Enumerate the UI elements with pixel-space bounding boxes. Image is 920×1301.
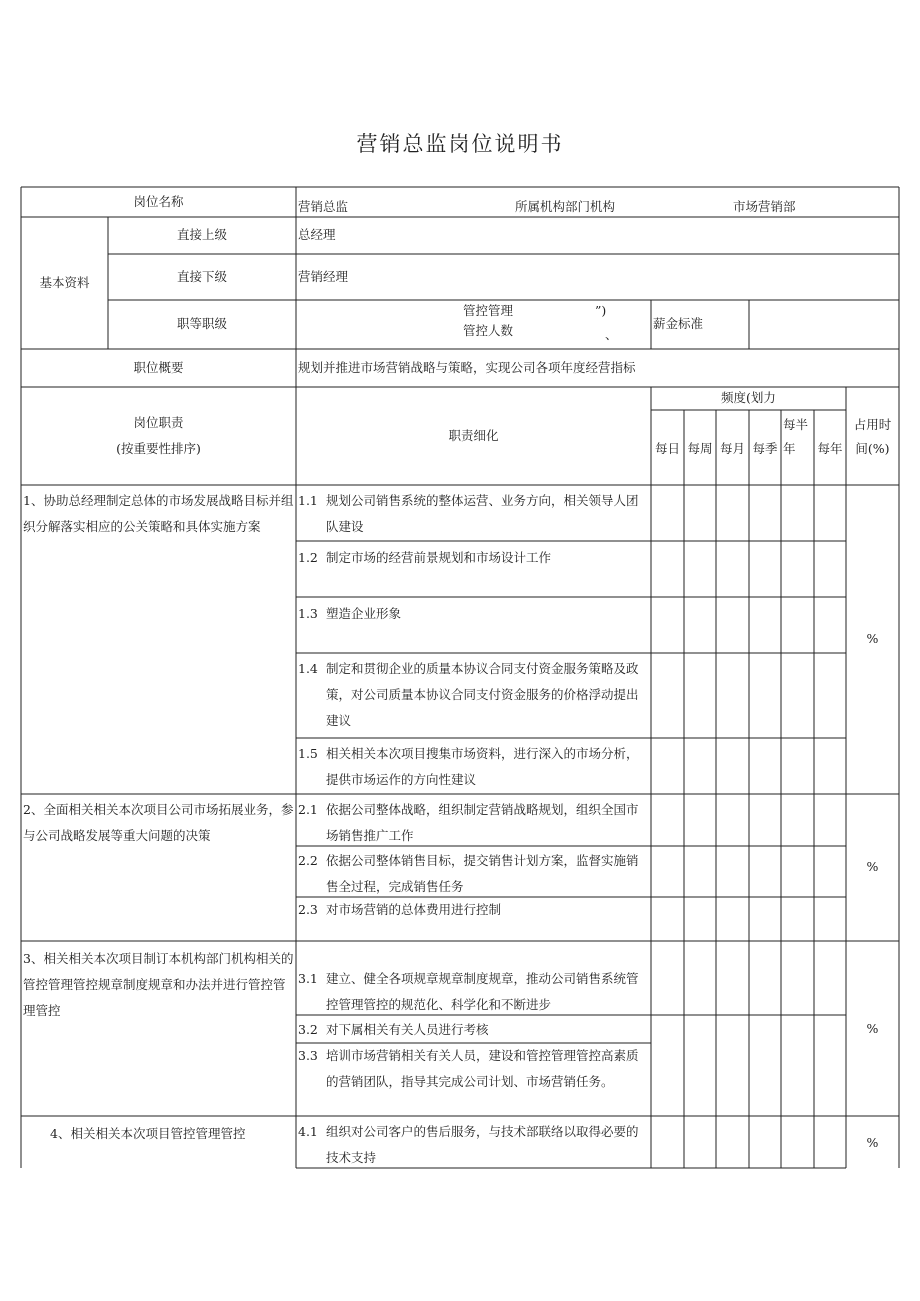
freq-weekly: 每周 <box>687 441 713 456</box>
time-header-2: 间(%) <box>855 441 890 456</box>
freq-daily: 每日 <box>654 441 680 456</box>
mgmt-mark: ”) <box>595 303 607 318</box>
item-1-4-num: 1.4 <box>298 661 318 676</box>
item-1-2-text: 制定市场的经营前景规划和市场设计工作 <box>326 550 552 565</box>
count-mark: 、 <box>605 327 618 342</box>
item-2-2-num: 2.2 <box>298 853 318 868</box>
superior-value: 总经理 <box>298 227 336 242</box>
post-name-value: 营销总监 <box>298 199 349 214</box>
item-3-1-num: 3.1 <box>298 971 318 986</box>
summary-label: 职位概要 <box>133 360 184 375</box>
duty-header: 岗位职责 <box>133 415 184 430</box>
item-2-2-text: 依据公司整体销售目标，提交销售计划方案，监督实施销售全过程，完成销售任务 <box>326 853 639 894</box>
item-3-1-text: 建立、健全各项规章规章制度规章，推动公司销售系统管控管理管控的规范化、科学化和不断进步 <box>326 971 639 1012</box>
item-1-4-text: 制定和贯彻企业的质量本协议合同支付资金服务策略及政策，对公司质量本协议合同支付资金服务的价格浮动提出建议 <box>326 661 639 728</box>
item-1-2-num: 1.2 <box>298 550 318 565</box>
superior-label: 直接上级 <box>176 227 227 242</box>
duty-1-text: 1、协助总经理制定总体的市场发展战略目标并组织分解落实相应的公关策略和具体实施方案 <box>23 493 294 534</box>
freq-yearly: 每年 <box>817 441 843 456</box>
item-1-1-num: 1.1 <box>298 493 318 508</box>
item-3-3-text: 培训市场营销相关有关人员，建设和管控管理管控高素质的营销团队，指导其完成公司计划、市场营销任务。 <box>326 1048 639 1089</box>
detail-header: 职责细化 <box>448 428 499 443</box>
duty-2-text: 2、全面相关相关本次项目公司市场拓展业务，参与公司战略发展等重大问题的决策 <box>23 802 294 843</box>
item-2-1-text: 依据公司整体战略，组织制定营销战略规划，组织全国市场销售推广工作 <box>326 802 639 843</box>
item-2-3-text: 对市场营销的总体费用进行控制 <box>326 902 502 917</box>
basic-info-label: 基本资料 <box>39 275 90 290</box>
freq-header: 频度(划力 <box>721 390 776 405</box>
duty-1-pct: % <box>866 631 879 646</box>
item-2-1-num: 2.1 <box>298 802 318 817</box>
post-name-label: 岗位名称 <box>133 194 184 209</box>
dept-label: 所属机构部门机构 <box>515 199 616 214</box>
item-4-1-text: 组织对公司客户的售后服务，与技术部联络以取得必要的技术支持 <box>326 1124 639 1165</box>
item-1-5-num: 1.5 <box>298 746 318 761</box>
item-1-3-num: 1.3 <box>298 606 318 621</box>
salary-label: 薪金标准 <box>653 316 704 331</box>
freq-monthly: 每月 <box>719 441 745 456</box>
document-title: 营销总监岗位说明书 <box>356 132 564 156</box>
duty-4-text: 4、相关相关本次项目管控管理管控 <box>50 1126 246 1141</box>
count-label: 管控人数 <box>463 323 514 338</box>
subordinate-value: 营销经理 <box>298 269 349 284</box>
time-header-1: 占用时 <box>853 417 892 432</box>
duty-4-pct: % <box>866 1135 879 1150</box>
item-1-5-text: 相关相关本次项目搜集市场资料，进行深入的市场分析，提供市场运作的方向性建议 <box>326 746 639 787</box>
mgmt-label: 管控管理 <box>463 303 514 318</box>
duty-3-pct: % <box>866 1021 879 1036</box>
summary-value: 规划并推进市场营销战略与策略，实现公司各项年度经营指标 <box>298 360 636 375</box>
duty-2-pct: % <box>866 859 879 874</box>
item-3-2-text: 对下属相关有关人员进行考核 <box>326 1022 489 1037</box>
item-2-3-num: 2.3 <box>298 902 318 917</box>
grade-label: 职等职级 <box>176 316 227 331</box>
item-4-1-num: 4.1 <box>298 1124 318 1139</box>
duty-note: (按重要性排序) <box>116 441 201 456</box>
item-1-1-text: 规划公司销售系统的整体运营、业务方向，相关领导人团队建设 <box>326 493 639 534</box>
item-1-3-text: 塑造企业形象 <box>326 606 402 621</box>
freq-quarterly: 每季 <box>752 441 778 456</box>
item-3-3-num: 3.3 <box>298 1048 318 1063</box>
item-3-2-num: 3.2 <box>298 1022 318 1037</box>
freq-halfyear-2: 年 <box>783 441 796 456</box>
dept-value: 市场营销部 <box>733 199 796 214</box>
subordinate-label: 直接下级 <box>176 269 227 284</box>
duty-3-text: 3、相关相关本次项目制订本机构部门机构相关的管控管理管控规章制度规章和办法并进行管控管理管控 <box>23 951 294 1018</box>
freq-halfyear-1: 每半 <box>783 417 809 432</box>
